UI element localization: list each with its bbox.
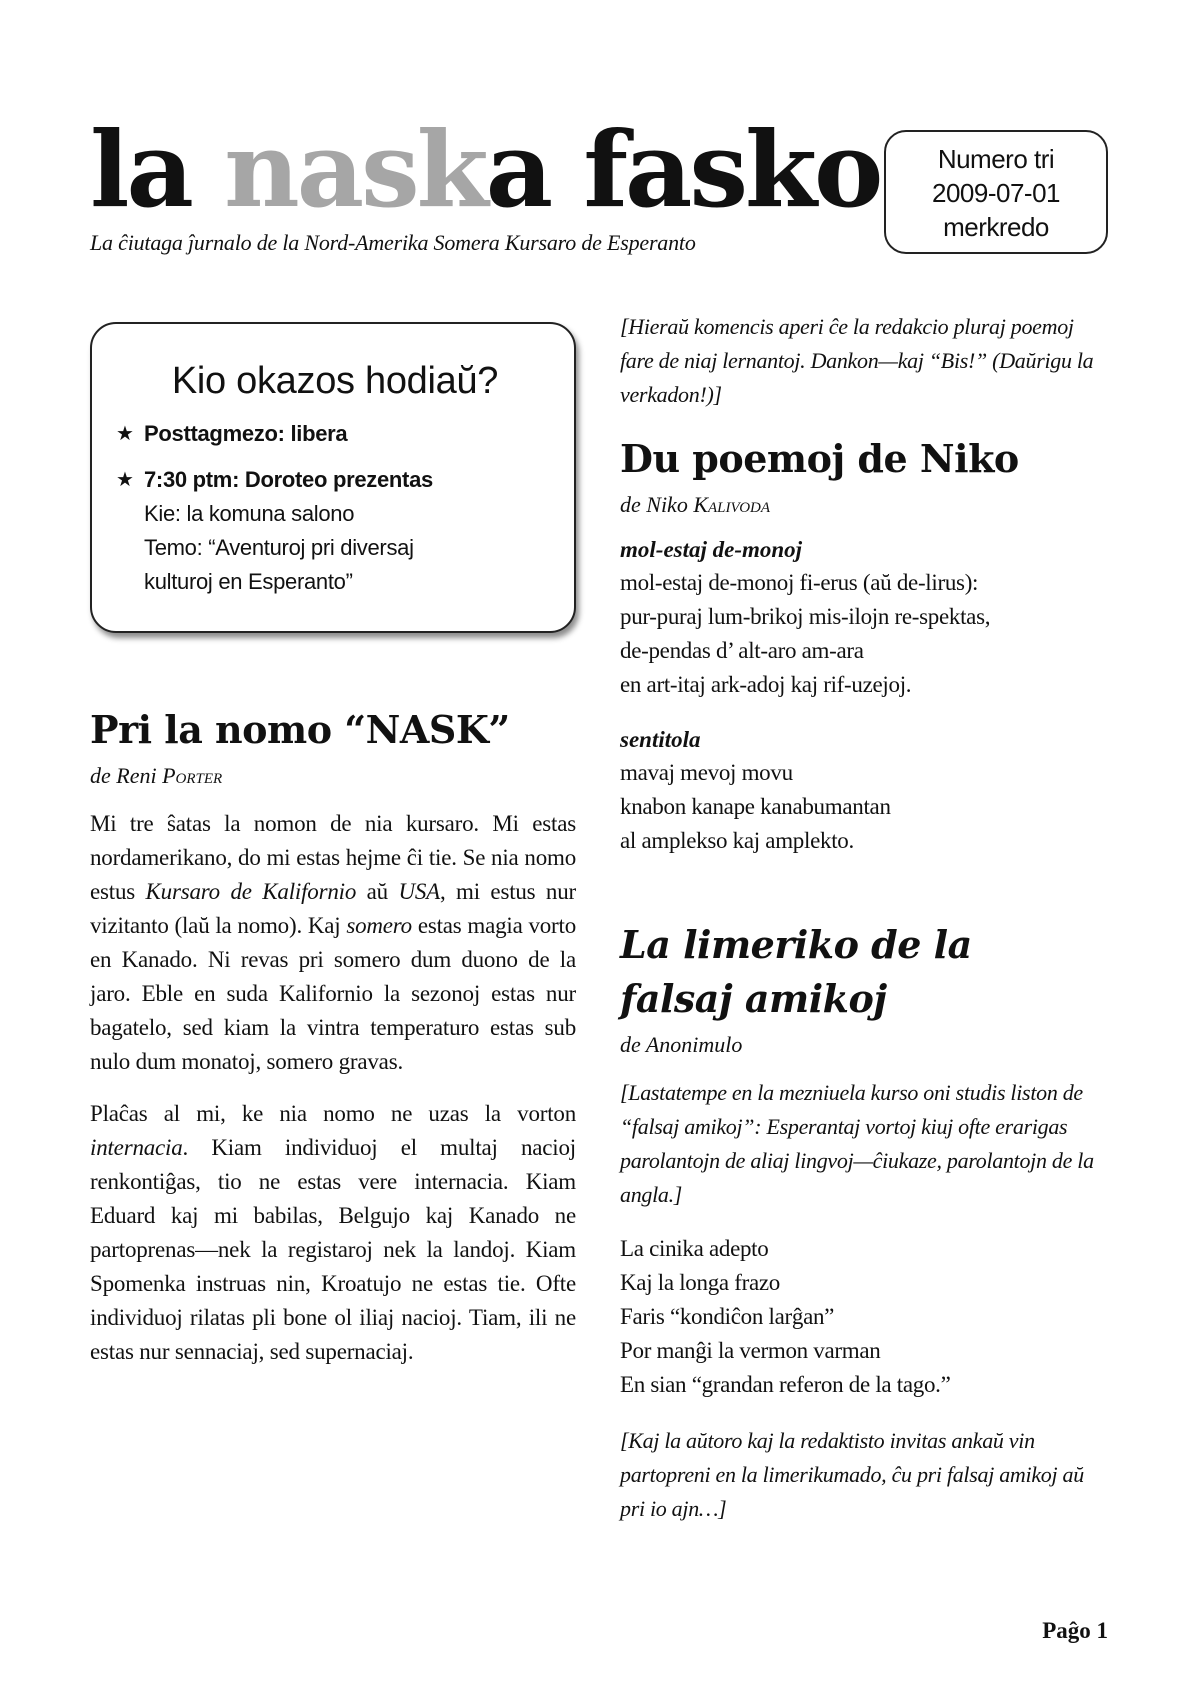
text-run: Mi tre ŝatas la nomon de nia kursaro. Mi estas nordamerikano, do mi estas hejme ĉi tie. Se nia nomo estus <box>90 811 576 904</box>
text-emphasis: somero <box>346 913 412 938</box>
byline-surname: Kalivoda <box>693 492 771 517</box>
issue-number: Numero tri <box>937 144 1055 174</box>
editorial-note: [Lastatempe en la mezniuela kurso oni studis liston de “falsaj amikoj”: Esperantaj vortoj kiuj ofte erarigas parolantojn de aliaj lingvoj—ĉiukaze, parolantojn de la angla.] <box>620 1080 1094 1207</box>
text-emphasis: Kursaro de Kalifornio <box>145 879 357 904</box>
poem-line: mavaj mevoj movu <box>620 760 793 785</box>
poem-line: de-pendas d’ alt-aro am-ara <box>620 638 864 663</box>
event-topic-cont: kulturoj en Esperanto” <box>144 569 353 594</box>
poem-line: mol-estaj de-monoj fi-erus (aŭ de-lirus): <box>620 570 979 595</box>
event-head: Posttagmezo: libera <box>144 421 348 446</box>
article-paragraph <box>90 807 576 1079</box>
event-head: 7:30 ptm: Doroteo prezentas <box>144 467 433 492</box>
article-title-niko: Du poemoj de Niko <box>620 436 1019 481</box>
title-part-1: la <box>90 108 225 231</box>
poem-line: knabon kanape kanabumantan <box>620 794 891 819</box>
issue-weekday: merkredo <box>943 212 1049 242</box>
text-run: estas magia vorto en Kanado. Ni revas pri somero dum duono de la jaro. Eble en suda Kalifornio la sezonoj estas nur bagatelo, sed kiam la vintra temperaturo estas sub nulo dum monatoj, somero gravas. <box>90 913 576 1074</box>
event-item <box>116 417 554 451</box>
right-column <box>620 310 1110 1546</box>
byline-prefix: de Niko <box>620 492 694 517</box>
issue-date: 2009-07-01 <box>932 178 1060 208</box>
article-title-limerick <box>620 918 1110 1026</box>
poem-line: en art-itaj ark-adoj kaj rif-uzejoj. <box>620 672 912 697</box>
limerick-line: Faris “kondiĉon larĝan” <box>620 1304 835 1329</box>
event-item <box>116 463 554 599</box>
title-part-gray: nask <box>224 108 486 231</box>
event-body <box>144 463 433 599</box>
text-run: , mi estus nur vizitanto (laŭ la nomo). Kaj <box>90 879 576 938</box>
article-title-nask: Pri la nomo “NASK” <box>90 707 510 752</box>
star-icon: ★ <box>116 423 134 445</box>
poem-title: mol-estaj de-monoj <box>620 537 803 562</box>
limerick-line: Por manĝi la vermon varman <box>620 1338 881 1363</box>
byline-prefix: de Reni <box>90 763 163 788</box>
limerick-line: En sian “grandan referon de la tago.” <box>620 1372 951 1397</box>
issue-info-box <box>884 130 1108 254</box>
editorial-note: [Hieraŭ komencis aperi ĉe la redakcio pluraj poemoj fare de niaj lernantoj. Dankon—kaj “Bis!” (Daŭrigu la verkadon!)] <box>620 314 1094 407</box>
poem-line: al amplekso kaj amplekto. <box>620 828 854 853</box>
title-line: La limeriko de la <box>620 922 972 967</box>
event-topic: Temo: “Aventuroj pri diversaj <box>144 535 414 560</box>
article-byline <box>90 763 576 789</box>
poem-title: sentitola <box>620 727 701 752</box>
poem <box>620 724 1110 858</box>
events-title: Kio okazos hodiaŭ? <box>171 360 499 402</box>
text-run: aŭ <box>356 879 399 904</box>
limerick <box>620 1232 1110 1402</box>
title-part-2: a fasko <box>485 108 881 231</box>
limerick-line: Kaj la longa frazo <box>620 1270 780 1295</box>
article-byline <box>620 492 1110 518</box>
editorial-note: [Kaj la aŭtoro kaj la redaktisto invitas ankaŭ vin partopreni en la limerikumado, ĉu pri falsaj amikoj aŭ pri io ajn…] <box>620 1428 1084 1521</box>
events-box <box>90 322 576 633</box>
page-number: Paĝo 1 <box>1042 1618 1108 1643</box>
newspaper-subtitle: La ĉiutaga ĵurnalo de la Nord-Amerika Somera Kursaro de Esperanto <box>90 230 696 255</box>
article-byline: de Anonimulo <box>620 1032 743 1057</box>
text-emphasis: internacia <box>90 1135 183 1160</box>
left-column <box>90 322 576 1387</box>
event-body <box>144 417 347 451</box>
text-run: Plaĉas al mi, ke nia nomo ne uzas la vorton <box>90 1101 576 1126</box>
text-run: . Kiam individuoj el multaj nacioj renkontiĝas, tio ne estas vere internacia. Kiam Eduard kaj mi babilas, Belgujo kaj Kanado ne partoprenas—nek la registaroj nek la landoj. Kiam Spomenka instruas nin, Kroatujo ne estas tie. Ofte individuoj rilatas pli bone ol iliaj nacioj. Tiam, ili ne estas nur sennaciaj, sed supernaciaj. <box>90 1135 576 1364</box>
title-line: falsaj amikoj <box>620 976 887 1021</box>
byline-surname: Porter <box>162 763 223 788</box>
event-location: Kie: la komuna salono <box>144 501 355 526</box>
masthead <box>90 108 881 256</box>
poem <box>620 534 1110 702</box>
text-emphasis: USA <box>398 879 440 904</box>
newspaper-title <box>90 108 881 231</box>
limerick-line: La cinika adepto <box>620 1236 769 1261</box>
star-icon: ★ <box>116 469 134 491</box>
poem-line: pur-puraj lum-brikoj mis-ilojn re-spektas, <box>620 604 991 629</box>
article-paragraph <box>90 1097 576 1369</box>
